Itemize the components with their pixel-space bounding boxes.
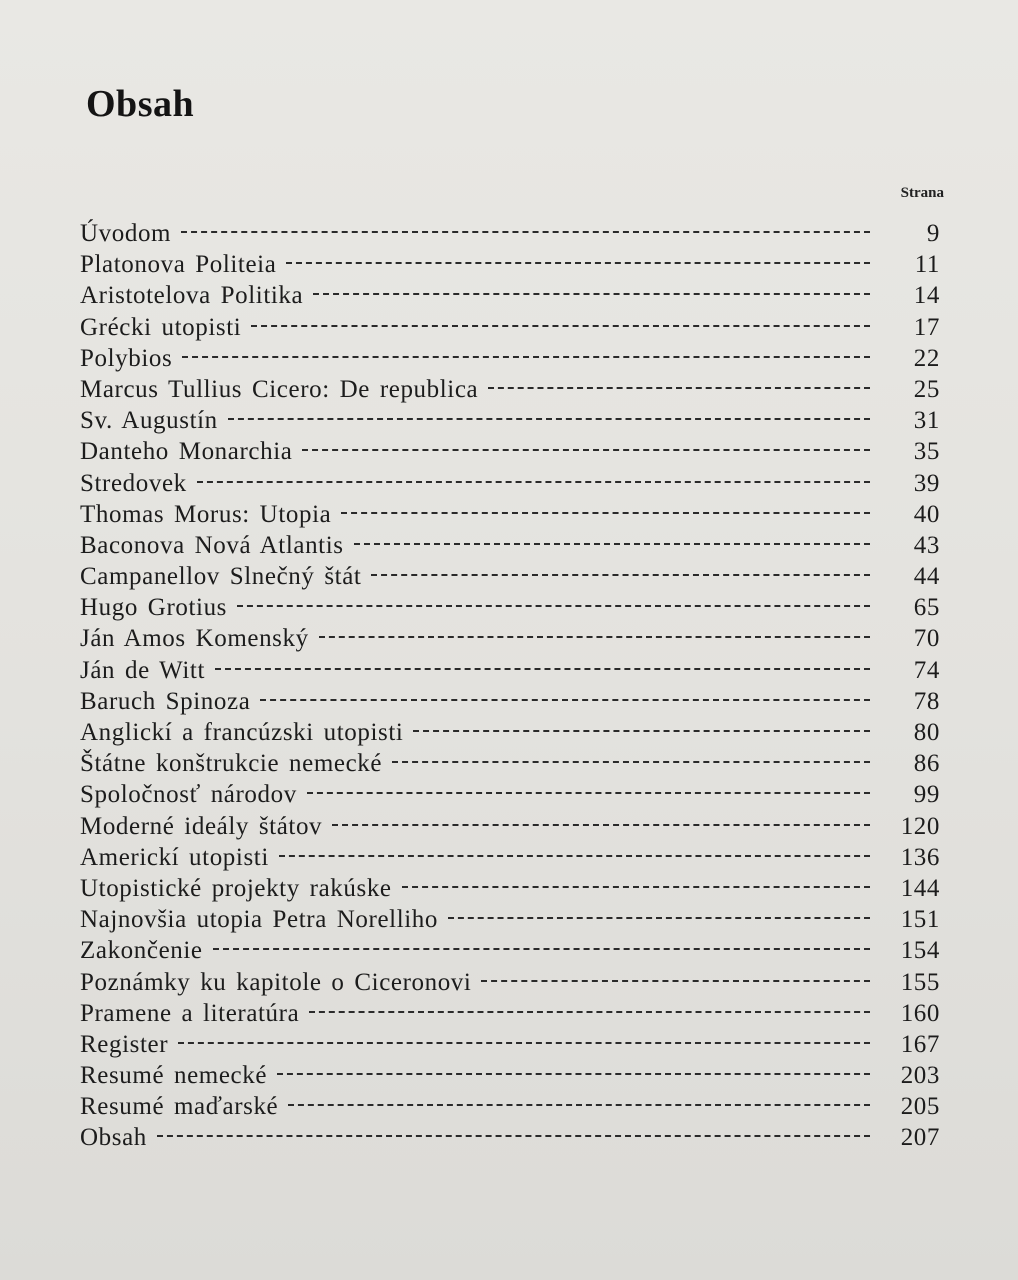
toc-entry-page: 78 <box>913 687 940 715</box>
toc-entry-title: Platonova Politeia <box>80 251 277 279</box>
toc-entry <box>80 594 940 625</box>
dash-leader <box>448 917 870 919</box>
dash-leader <box>319 636 870 638</box>
dash-leader <box>309 1011 870 1013</box>
toc-entry-page: 136 <box>900 843 940 871</box>
toc-entry <box>80 220 940 251</box>
toc-entry-page: 74 <box>913 656 940 684</box>
toc-entry-title: Najnovšia utopia Petra Norelliho <box>80 906 438 934</box>
toc-entry <box>80 781 940 812</box>
toc-entry-page: 44 <box>913 563 940 591</box>
dash-leader <box>402 886 870 888</box>
toc-entry-title: Polybios <box>80 344 173 372</box>
toc-entry-title: Ján de Witt <box>80 656 206 684</box>
page-title: Obsah <box>86 83 195 125</box>
dash-leader <box>237 605 870 607</box>
toc-entry <box>80 719 940 750</box>
dash-leader <box>288 1104 870 1106</box>
dash-leader <box>181 231 870 233</box>
dash-leader <box>371 574 870 576</box>
dash-leader <box>481 980 870 982</box>
toc-entry <box>80 875 940 906</box>
toc-entry-title: Resumé nemecké <box>80 1062 268 1090</box>
dash-leader <box>251 325 870 327</box>
dash-leader <box>182 356 870 358</box>
toc-entry <box>80 438 940 469</box>
toc-entry-title: Poznámky ku kapitole o Ciceronovi <box>80 968 472 996</box>
toc-entry-title: Baconova Nová Atlantis <box>80 531 344 559</box>
toc-entry-page: 160 <box>900 999 940 1027</box>
toc-entry-page: 9 <box>926 220 940 247</box>
toc-entry-page: 203 <box>900 1062 940 1090</box>
toc-entry-title: Aristotelova Politika <box>80 282 304 310</box>
toc-entry-page: 167 <box>900 1030 940 1058</box>
toc-entry-title: Baruch Spinoza <box>80 687 251 715</box>
toc-entry-page: 17 <box>913 313 940 341</box>
toc-entry <box>80 282 940 313</box>
toc-entry <box>80 563 940 594</box>
toc-entry-page: 31 <box>913 407 940 435</box>
dash-leader <box>157 1135 870 1137</box>
toc-entry-page: 120 <box>900 812 940 840</box>
toc-entry-title: Utopistické projekty rakúske <box>80 874 392 902</box>
toc-entry-title: Danteho Monarchia <box>80 438 293 466</box>
dash-leader <box>413 730 870 732</box>
toc-entry-page: 155 <box>900 968 940 996</box>
toc-entry-title: Moderné ideály štátov <box>80 812 323 840</box>
toc-entry-title: Register <box>80 1030 169 1058</box>
dash-leader <box>302 449 870 451</box>
dash-leader <box>213 948 870 950</box>
toc-entry <box>80 501 940 532</box>
toc-entry <box>80 688 940 719</box>
dash-leader <box>178 1042 870 1044</box>
toc-entry-page: 207 <box>900 1124 940 1152</box>
dash-leader <box>279 855 870 857</box>
toc-entry-page: 35 <box>913 438 940 466</box>
toc-entry-title: Thomas Morus: Utopia <box>80 500 332 528</box>
toc-entry-page: 40 <box>913 500 940 528</box>
dash-leader <box>488 387 870 389</box>
toc-entry <box>80 937 940 968</box>
toc-entry <box>80 314 940 345</box>
toc-entry <box>80 470 940 501</box>
toc-entry <box>80 657 940 688</box>
toc-entry-title: Pramene a literatúra <box>80 999 300 1027</box>
toc-entry-page: 70 <box>913 625 940 653</box>
toc-entry-title: Americkí utopisti <box>80 843 269 871</box>
toc-entry <box>80 750 940 781</box>
toc-entry-title: Grécki utopisti <box>80 313 242 341</box>
toc-entry <box>80 906 940 937</box>
toc-entry-page: 14 <box>913 282 940 310</box>
toc-entry-page: 86 <box>913 750 940 778</box>
toc-entry-page: 144 <box>900 874 940 902</box>
table-of-contents <box>80 220 940 1156</box>
toc-entry-page: 22 <box>913 344 940 372</box>
dash-leader <box>341 512 870 514</box>
toc-entry <box>80 1124 940 1155</box>
toc-entry-title: Sv. Augustín <box>80 407 218 435</box>
toc-entry-page: 154 <box>900 937 940 965</box>
toc-entry-title: Marcus Tullius Cicero: De republica <box>80 375 479 403</box>
dash-leader <box>260 699 870 701</box>
dash-leader <box>286 262 870 264</box>
toc-entry-page: 80 <box>913 719 940 746</box>
dash-leader <box>313 293 870 295</box>
toc-entry-title: Stredovek <box>80 469 187 497</box>
toc-entry-title: Hugo Grotius <box>80 594 228 622</box>
dash-leader <box>392 761 870 763</box>
toc-entry-title: Anglickí a francúzski utopisti <box>80 719 404 746</box>
toc-entry <box>80 844 940 875</box>
toc-entry-page: 65 <box>913 594 940 622</box>
toc-entry <box>80 1000 940 1031</box>
toc-entry-page: 151 <box>900 906 940 934</box>
toc-entry <box>80 625 940 656</box>
dash-leader <box>332 824 870 826</box>
toc-entry-title: Resumé maďarské <box>80 1093 279 1121</box>
toc-entry-page: 99 <box>913 781 940 809</box>
toc-entry-page: 39 <box>913 469 940 497</box>
toc-entry <box>80 376 940 407</box>
toc-entry <box>80 1062 940 1093</box>
toc-entry-title: Spoločnosť národov <box>80 781 297 809</box>
dash-leader <box>197 481 870 483</box>
toc-entry-title: Úvodom <box>80 220 172 247</box>
dash-leader <box>307 792 870 794</box>
toc-entry-title: Zakončenie <box>80 937 203 965</box>
dash-leader <box>215 668 870 670</box>
toc-entry <box>80 1093 940 1124</box>
toc-entry-title: Štátne konštrukcie nemecké <box>80 750 383 778</box>
toc-entry <box>80 345 940 376</box>
toc-entry <box>80 532 940 563</box>
toc-entry-page: 25 <box>913 375 940 403</box>
toc-entry-title: Obsah <box>80 1124 147 1152</box>
dash-leader <box>277 1073 870 1075</box>
dash-leader <box>354 543 870 545</box>
toc-entry <box>80 407 940 438</box>
toc-entry-title: Campanellov Slnečný štát <box>80 563 362 591</box>
toc-entry-page: 205 <box>900 1093 940 1121</box>
dash-leader <box>228 418 870 420</box>
toc-entry <box>80 1031 940 1062</box>
toc-entry-title: Ján Amos Komenský <box>80 625 309 653</box>
page-column-label: Strana <box>900 185 944 201</box>
toc-entry-page: 11 <box>914 251 940 279</box>
toc-entry <box>80 251 940 282</box>
toc-entry <box>80 813 940 844</box>
toc-entry-page: 43 <box>913 531 940 559</box>
toc-entry <box>80 969 940 1000</box>
